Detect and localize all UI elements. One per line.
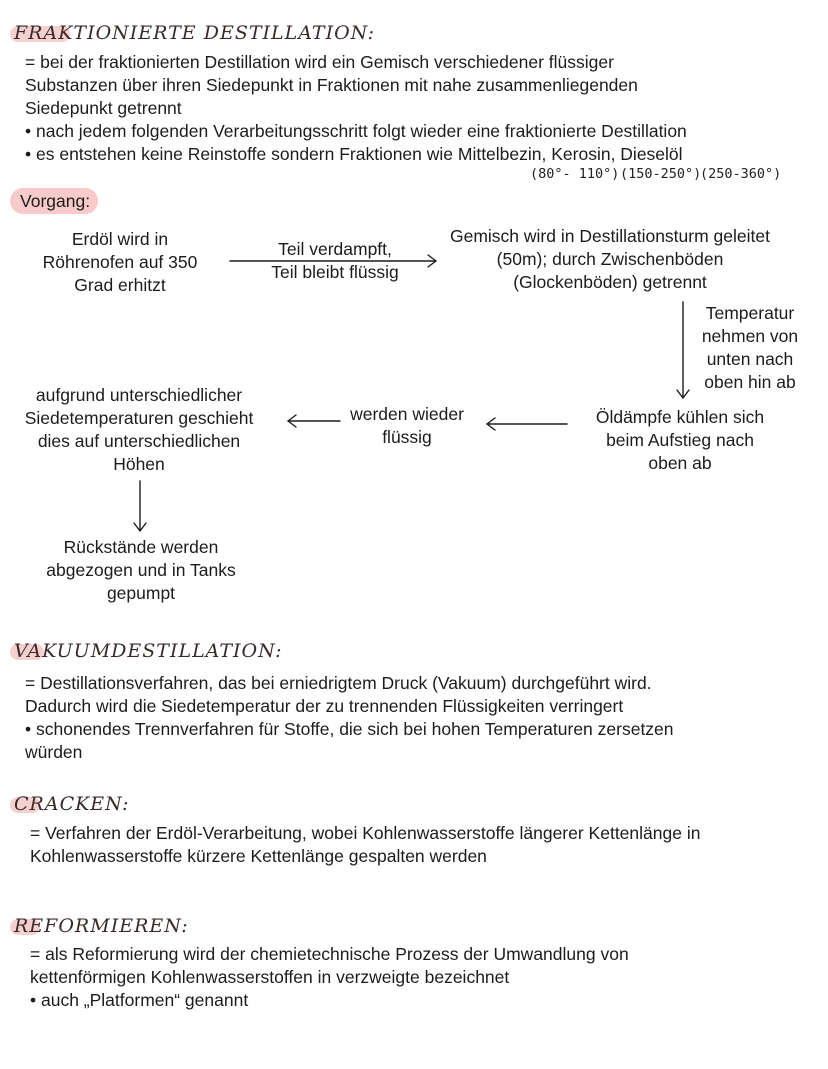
heading-text: CRACKEN: (14, 793, 130, 815)
flow-step-line: werden wieder (350, 404, 464, 424)
heading-reformieren (14, 915, 189, 937)
flow-label-line: nehmen von (701, 326, 799, 346)
heading-text: FRAKTIONIERTE DESTILLATION: (14, 22, 376, 44)
flow-label-line: Teil bleibt flüssig (271, 262, 399, 282)
heading-vakuumdestillation (14, 640, 282, 662)
heading-cracken (14, 793, 130, 815)
frak-line-1: = bei der fraktionierten Destillation wird ein Gemisch verschiedener flüssiger (25, 52, 614, 72)
flow-step-line: flüssig (382, 427, 432, 447)
vorgang-label: Vorgang: (10, 188, 98, 214)
flow-step-line: Gemisch wird in Destillationsturm geleitet (450, 226, 770, 246)
flow-step-line: Rückstände werden (63, 537, 219, 557)
frak-bullet-2: • es entstehen keine Reinstoffe sondern Fraktionen wie Mittelbezin, Kerosin, Dieselöl (25, 144, 683, 164)
reformieren-bullet-1: • auch „Platformen“ genannt (30, 990, 249, 1010)
flow-step-line: aufgrund unterschiedlicher (35, 385, 243, 405)
flow-step-line: Grad erhitzt (74, 275, 166, 295)
cracken-line-1: = Verfahren der Erdöl-Verarbeitung, wobei Kohlenwasserstoffe längerer Kettenlänge in (30, 823, 701, 843)
vakuum-line-2: Dadurch wird die Siedetemperatur der zu trennenden Flüssigkeiten verringert (25, 696, 624, 716)
flow-label-line: oben hin ab (704, 372, 796, 392)
flow-step-line: gepumpt (106, 583, 176, 603)
flow-step-line: oben ab (648, 453, 712, 473)
arrow-right-icon (230, 255, 436, 267)
reformieren-line-2: kettenförmigen Kohlenwasserstoffen in verzweigte bezeichnet (30, 967, 510, 987)
temp-dieseloel: (250-360°) (700, 166, 782, 182)
vakuum-bullet-1-cont: würden (25, 742, 83, 762)
flow-step-line: Öldämpfe kühlen sich (595, 407, 765, 427)
temp-mittelbenzin: (80°- 110°) (530, 166, 620, 182)
frak-line-2: Substanzen über ihren Siedepunkt in Fraktionen mit nahe zusammenliegenden (25, 75, 638, 95)
flow-step-line: Siedetemperaturen geschieht (24, 408, 254, 428)
vakuum-line-1: = Destillationsverfahren, das bei erniedrigtem Druck (Vakuum) durchgeführt wird. (25, 673, 652, 693)
vakuum-bullet-1: • schonendes Trennverfahren für Stoffe, die sich bei hohen Temperaturen zersetzen (25, 719, 674, 739)
flow-step-line: Höhen (113, 454, 165, 474)
flow-step-line: Röhrenofen auf 350 (42, 252, 198, 272)
arrow-left-icon (288, 415, 340, 427)
flow-step-line: Erdöl wird in (71, 229, 169, 249)
flow-step-line: (Glockenböden) getrennt (513, 272, 707, 292)
cracken-line-2: Kohlenwasserstoffe kürzere Kettenlänge gespalten werden (30, 846, 487, 866)
reformieren-line-1: = als Reformierung wird der chemietechnische Prozess der Umwandlung von (30, 944, 629, 964)
flow-step-line: beim Aufstieg nach (606, 430, 754, 450)
heading-text: VAKUUMDESTILLATION: (14, 640, 283, 662)
arrow-down-icon (677, 302, 689, 398)
flow-label-line: Temperatur (705, 303, 795, 323)
flow-step-line: (50m); durch Zwischenböden (496, 249, 724, 269)
flow-label-line: Teil verdampft, (278, 239, 392, 259)
temp-kerosin: (150-250°) (620, 166, 702, 182)
frak-line-3: Siedepunkt getrennt (25, 98, 182, 118)
flow-step-line: dies auf unterschiedlichen (37, 431, 241, 451)
arrow-left-icon (487, 418, 567, 430)
heading-text: REFORMIEREN: (14, 915, 189, 937)
flow-step-line: abgezogen und in Tanks (46, 560, 236, 580)
flow-label-line: unten nach (706, 349, 794, 369)
arrow-down-icon (134, 481, 146, 531)
frak-bullet-1: • nach jedem folgenden Verarbeitungsschritt folgt wieder eine fraktionierte Destillation (25, 121, 687, 141)
